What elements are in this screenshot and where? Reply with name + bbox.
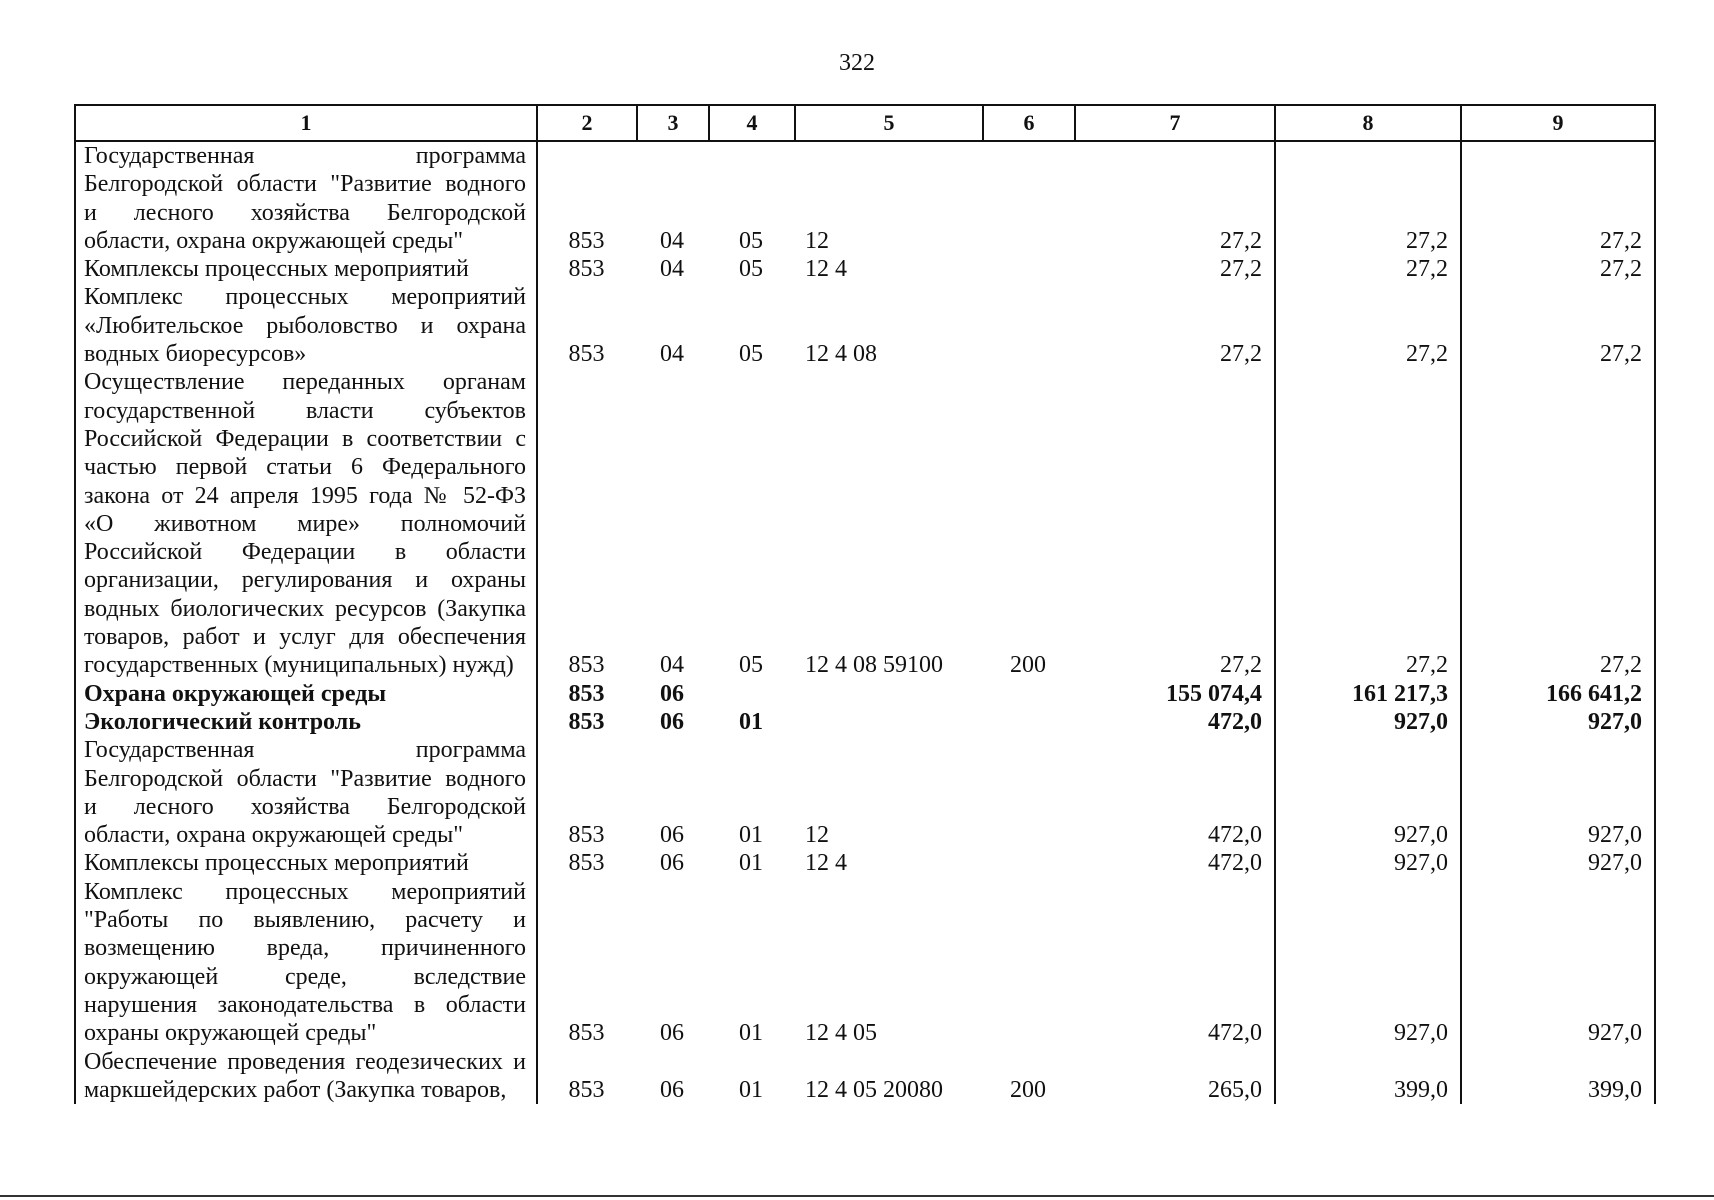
page-bottom-rule	[0, 1195, 1714, 1197]
code-subsection: 05	[739, 652, 763, 679]
column-header-6: 6	[983, 105, 1075, 141]
row-name-line: и лесного хозяйства Белгородской	[84, 793, 526, 820]
code-subsection: 01	[739, 822, 763, 849]
code-section: 04	[660, 341, 684, 368]
row-name-line: государственной власти субъектов	[84, 397, 526, 424]
code-expense-type	[983, 141, 1075, 255]
table-row	[75, 141, 1655, 255]
code-kvsr: 853	[568, 850, 605, 877]
row-name-line: Белгородской области "Развитие водного	[84, 765, 526, 792]
amount-year-3: 27,2	[1461, 368, 1655, 679]
code-target-article: 12 4	[805, 850, 847, 877]
code-section: 06	[660, 1020, 684, 1047]
code-expense-type	[983, 878, 1075, 1048]
row-name-line: закона от 24 апреля 1995 года № 52-ФЗ	[84, 482, 526, 509]
code-expense-type	[983, 708, 1075, 736]
amount-year-3: 399,0	[1461, 1048, 1655, 1105]
row-name-line: Государственная программа	[84, 143, 526, 169]
code-target-article: 12 4 05	[805, 1020, 877, 1047]
table-row	[75, 708, 1655, 736]
column-header-1: 1	[75, 105, 537, 141]
amount-year-2: 161 217,3	[1275, 680, 1461, 708]
code-subsection: 01	[739, 1020, 763, 1047]
code-target-article: 12 4 08 59100	[805, 652, 943, 679]
table-row	[75, 283, 1655, 368]
table-row	[75, 736, 1655, 849]
row-name	[75, 708, 537, 736]
amount-year-1: 27,2	[1075, 255, 1275, 283]
code-expense-type: 200	[1010, 1076, 1046, 1103]
page-number: 322	[839, 50, 875, 76]
code-expense-type	[983, 680, 1075, 708]
row-name-line: товаров, работ и услуг для обеспечения	[84, 624, 526, 651]
code-expense-type	[983, 849, 1075, 877]
row-name-line: нарушения законодательства в области	[84, 991, 526, 1018]
table-row	[75, 878, 1655, 1048]
code-section: 04	[660, 227, 684, 254]
column-header-8: 8	[1275, 105, 1461, 141]
code-kvsr: 853	[568, 822, 605, 849]
row-name	[75, 141, 537, 255]
row-name-line: частью первой статьи 6 Федерального	[84, 454, 526, 481]
amount-year-1: 472,0	[1075, 708, 1275, 736]
amount-year-2: 927,0	[1275, 849, 1461, 877]
table-row	[75, 255, 1655, 283]
code-target-article: 12 4 08	[805, 341, 877, 368]
row-name-line: Охрана окружающей среды	[84, 680, 387, 707]
code-expense-type	[983, 736, 1075, 849]
amount-year-2: 927,0	[1275, 736, 1461, 849]
code-kvsr: 853	[568, 1020, 605, 1047]
code-section: 06	[660, 680, 684, 707]
amount-year-3: 27,2	[1461, 283, 1655, 368]
amount-year-1: 27,2	[1075, 141, 1275, 255]
row-name-line: Комплексы процессных мероприятий	[84, 256, 469, 283]
amount-year-1: 155 074,4	[1075, 680, 1275, 708]
code-section: 04	[660, 256, 684, 283]
code-subsection: 05	[739, 227, 763, 254]
code-section: 04	[660, 652, 684, 679]
row-name-line: «О животном мире» полномочий	[84, 510, 526, 537]
row-name-line: Комплекс процессных мероприятий	[84, 284, 526, 311]
amount-year-2: 27,2	[1275, 283, 1461, 368]
column-header-3: 3	[637, 105, 709, 141]
code-subsection: 01	[739, 850, 763, 877]
table-header	[75, 105, 1655, 141]
code-target-article: 12	[805, 227, 829, 254]
code-target-article: 12 4 05 20080	[805, 1076, 943, 1103]
row-name-line: Белгородской области "Развитие водного	[84, 171, 526, 198]
row-name-line: окружающей среде, вследствие	[84, 963, 526, 990]
amount-year-1: 472,0	[1075, 849, 1275, 877]
amount-year-3: 927,0	[1461, 878, 1655, 1048]
row-name	[75, 368, 537, 679]
row-name-line: области, охрана окружающей среды"	[84, 227, 464, 254]
row-name-line: Экологический контроль	[84, 708, 361, 735]
code-expense-type	[983, 255, 1075, 283]
row-name-line: государственных (муниципальных) нужд)	[84, 652, 514, 679]
code-subsection: 01	[739, 1076, 763, 1103]
code-kvsr: 853	[568, 1076, 605, 1103]
code-subsection: 05	[739, 341, 763, 368]
amount-year-2: 27,2	[1275, 141, 1461, 255]
code-section: 06	[660, 708, 684, 735]
row-name-line: Комплекс процессных мероприятий	[84, 878, 526, 905]
row-name-line: водных биоресурсов»	[84, 341, 307, 368]
code-subsection: 01	[739, 708, 763, 735]
table-row	[75, 368, 1655, 679]
code-kvsr: 853	[568, 341, 605, 368]
code-target-article: 12	[805, 822, 829, 849]
row-name-line: Комплексы процессных мероприятий	[84, 850, 469, 877]
column-header-5: 5	[795, 105, 983, 141]
amount-year-3: 27,2	[1461, 255, 1655, 283]
column-header-7: 7	[1075, 105, 1275, 141]
row-name-line: возмещению вреда, причиненного	[84, 935, 526, 962]
row-name-line: водных биологических ресурсов (Закупка	[84, 595, 526, 622]
amount-year-1: 472,0	[1075, 878, 1275, 1048]
table-row	[75, 849, 1655, 877]
code-kvsr: 853	[568, 227, 605, 254]
row-name	[75, 680, 537, 708]
row-name-line: "Работы по выявлению, расчету и	[84, 907, 526, 934]
row-name-line: области, охрана окружающей среды"	[84, 822, 464, 849]
code-section: 06	[660, 1076, 684, 1103]
column-header-4: 4	[709, 105, 795, 141]
code-kvsr: 853	[568, 680, 605, 707]
row-name-line: Осуществление переданных органам	[84, 369, 526, 396]
table-body	[75, 141, 1655, 1104]
code-kvsr: 853	[568, 652, 605, 679]
amount-year-2: 927,0	[1275, 878, 1461, 1048]
amount-year-3: 166 641,2	[1461, 680, 1655, 708]
column-header-2: 2	[537, 105, 637, 141]
row-name	[75, 283, 537, 368]
row-name	[75, 878, 537, 1048]
row-name	[75, 255, 537, 283]
amount-year-3: 927,0	[1461, 736, 1655, 849]
code-expense-type	[983, 283, 1075, 368]
amount-year-1: 265,0	[1075, 1048, 1275, 1105]
amount-year-3: 927,0	[1461, 708, 1655, 736]
row-name	[75, 849, 537, 877]
row-name-line: организации, регулирования и охраны	[84, 567, 526, 594]
amount-year-1: 472,0	[1075, 736, 1275, 849]
code-section: 06	[660, 850, 684, 877]
column-header-9: 9	[1461, 105, 1655, 141]
table-row	[75, 680, 1655, 708]
code-subsection: 05	[739, 256, 763, 283]
row-name-line: Российской Федерации в соответствии с	[84, 425, 526, 452]
amount-year-2: 927,0	[1275, 708, 1461, 736]
row-name-line: охраны окружающей среды"	[84, 1020, 377, 1047]
row-name-line: Обеспечение проведения геодезических и	[84, 1048, 526, 1075]
budget-table	[74, 104, 1656, 1104]
amount-year-2: 27,2	[1275, 255, 1461, 283]
row-name-line: и лесного хозяйства Белгородской	[84, 199, 526, 226]
amount-year-3: 27,2	[1461, 141, 1655, 255]
amount-year-3: 927,0	[1461, 849, 1655, 877]
code-subsection	[709, 680, 795, 708]
amount-year-2: 27,2	[1275, 368, 1461, 679]
table-row	[75, 1048, 1655, 1105]
code-kvsr: 853	[568, 256, 605, 283]
amount-year-1: 27,2	[1075, 283, 1275, 368]
code-target-article: 12 4	[805, 256, 847, 283]
code-kvsr: 853	[568, 708, 605, 735]
row-name-line: маркшейдерских работ (Закупка товаров,	[84, 1076, 507, 1103]
row-name	[75, 1048, 537, 1105]
row-name-line: Российской Федерации в области	[84, 539, 526, 566]
amount-year-2: 399,0	[1275, 1048, 1461, 1105]
row-name	[75, 736, 537, 849]
code-target-article	[795, 708, 983, 736]
row-name-line: «Любительское рыболовство и охрана	[84, 312, 526, 339]
code-section: 06	[660, 822, 684, 849]
code-expense-type: 200	[1010, 652, 1046, 679]
code-target-article	[795, 680, 983, 708]
row-name-line: Государственная программа	[84, 737, 526, 764]
amount-year-1: 27,2	[1075, 368, 1275, 679]
